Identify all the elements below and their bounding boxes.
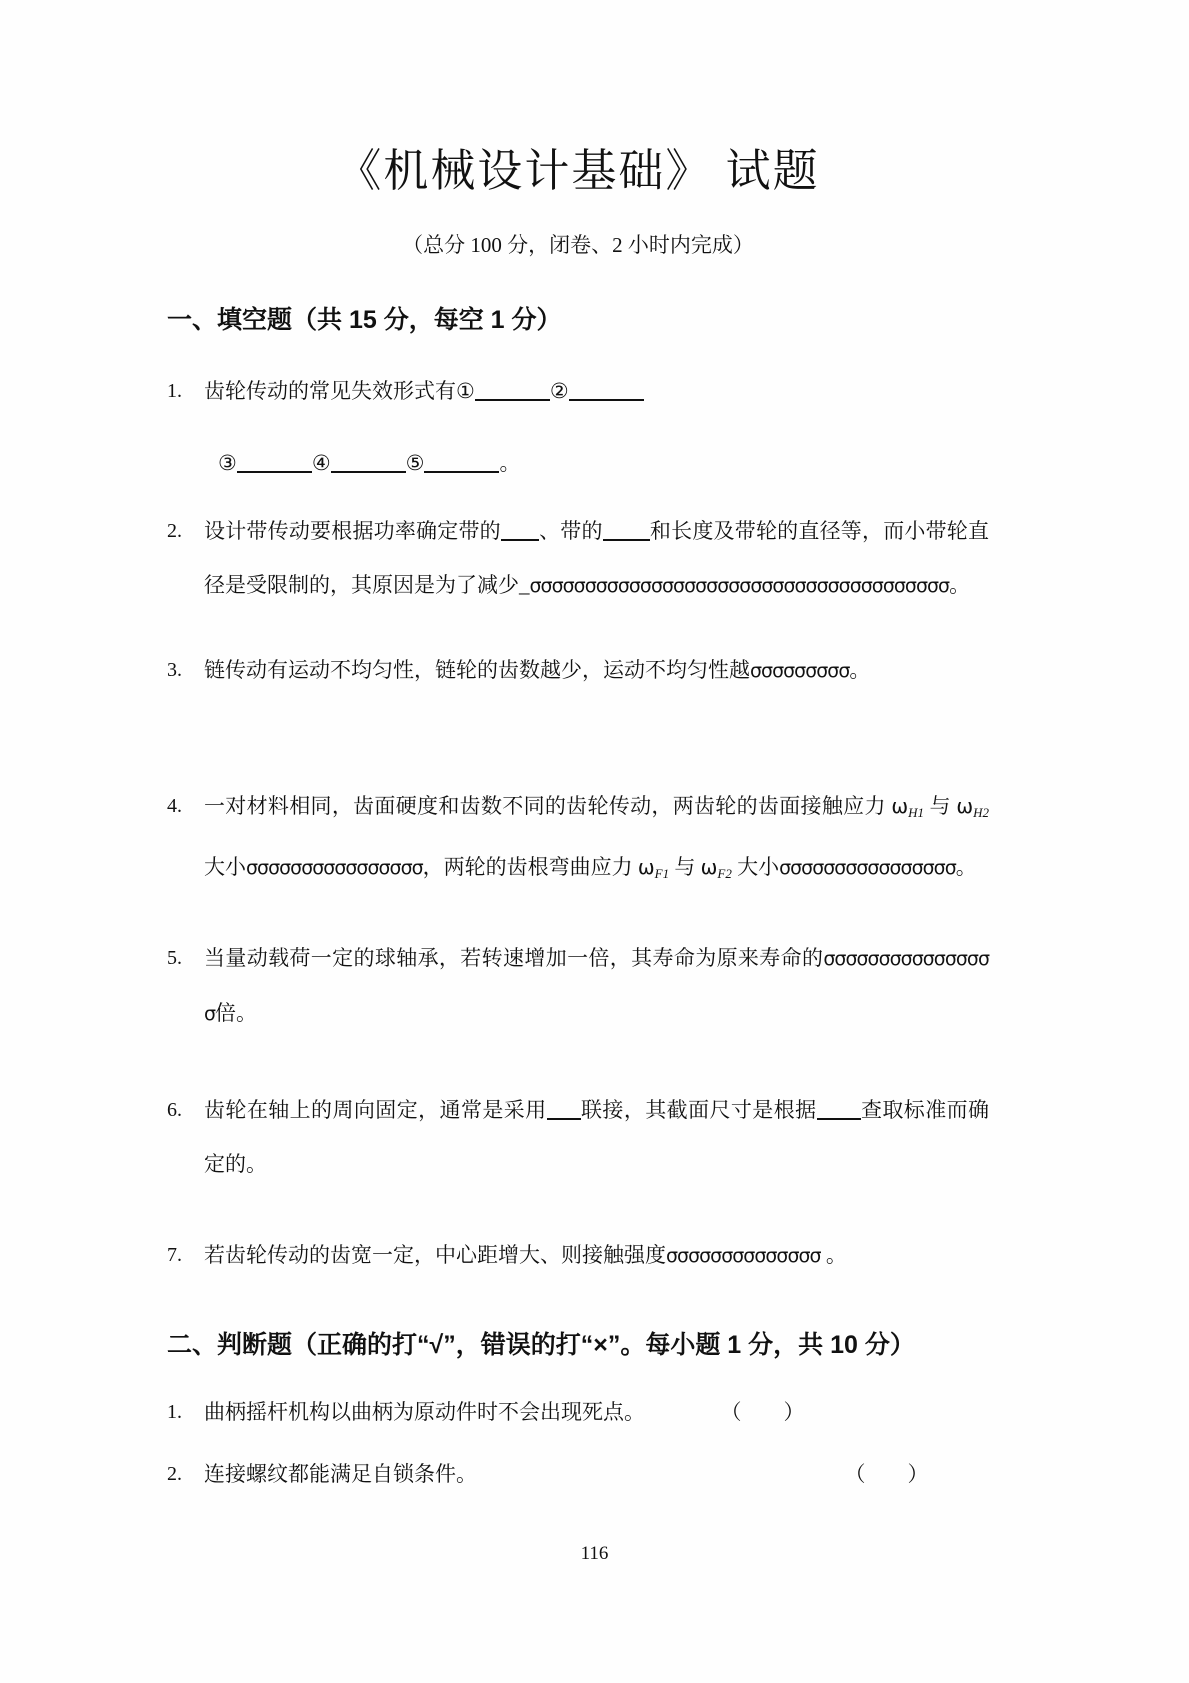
scribbled-answer-placeholder: σσσσσσσσσ <box>750 660 850 682</box>
question-text <box>204 643 989 698</box>
question-text-segment: 大小 <box>204 855 246 879</box>
judge-question-2 <box>167 1453 989 1495</box>
question-end-punctuation: 。 <box>820 1243 847 1267</box>
question-text-segment: 、带的 <box>538 519 603 543</box>
answer-blank <box>331 453 406 473</box>
question-number: 2. <box>167 1463 182 1485</box>
answer-blank <box>501 521 539 541</box>
stress-subscript: H1 <box>908 805 924 820</box>
question-number: 3. <box>167 659 182 681</box>
answer-parentheses: （ ） <box>731 1400 805 1424</box>
question-end-punctuation: 。 <box>499 451 521 475</box>
page-content <box>0 142 1189 1495</box>
question-end-punctuation: 。 <box>949 573 971 597</box>
question-text <box>204 1453 989 1495</box>
question-text <box>204 1228 989 1283</box>
question-text <box>204 436 989 490</box>
answer-blank <box>475 381 550 401</box>
fill-question-1 <box>167 364 989 418</box>
question-text-segment: 联接，其截面尺寸是根据 <box>580 1098 817 1122</box>
question-number: 1. <box>167 380 182 402</box>
answer-blank <box>569 381 644 401</box>
question-text-segment: 和长度及带轮的直径等，而小带轮直径是受限制的，其原因是为了减少_ <box>204 519 990 597</box>
question-text-segment: 与 <box>923 794 957 818</box>
question-number: 6. <box>167 1099 182 1121</box>
fill-question-4 <box>167 779 989 901</box>
answer-parentheses: （ ） <box>855 1462 929 1486</box>
contact-stress-symbol: ω <box>956 794 974 818</box>
circled-number-5: ⑤ <box>405 451 425 475</box>
question-end-punctuation: 。 <box>849 658 871 682</box>
scribbled-answer-placeholder: σσσσσσσσσσσσσσσσ <box>779 857 956 879</box>
question-text-segment: 齿轮传动的常见失效形式有 <box>204 379 456 403</box>
question-text-segment: 连接螺纹都能满足自锁条件。 <box>204 1462 477 1486</box>
contact-stress-symbol: ω <box>891 794 909 818</box>
bending-stress-symbol: ω <box>637 855 655 879</box>
question-text-segment: 一对材料相同，齿面硬度和齿数不同的齿轮传动，两齿轮的齿面接触应力 <box>204 794 892 818</box>
question-text-segment: 大小 <box>731 855 780 879</box>
question-text-segment: 倍。 <box>215 1001 258 1025</box>
question-text <box>204 1391 989 1433</box>
fill-question-7 <box>167 1228 989 1283</box>
scribbled-answer-placeholder: σσσσσσσσσσσσσσσσσσσσσσσσσσσσσσσσσσσσσσ <box>529 575 950 597</box>
circled-number-4: ④ <box>311 451 331 475</box>
answer-blank <box>603 521 650 541</box>
page-number: 116 <box>580 1543 609 1564</box>
answer-blank <box>424 453 499 473</box>
question-text <box>204 779 989 901</box>
section-heading-fill-in: 一、填空题（共 15 分，每空 1 分） <box>167 306 562 334</box>
circled-number-2: ② <box>549 379 569 403</box>
bending-stress-symbol: ω <box>700 855 718 879</box>
scribbled-answer-placeholder: σσσσσσσσσσσσσσσσ <box>246 857 423 879</box>
question-text-segment: 设计带传动要根据功率确定带的 <box>204 519 501 543</box>
answer-blank <box>547 1100 581 1120</box>
exam-title: 《机械设计基础》 试题 <box>336 146 820 196</box>
fill-question-1-line-2 <box>167 436 989 490</box>
circled-number-1: ① <box>456 379 475 403</box>
question-text-segment: 与 <box>669 855 701 879</box>
question-text-segment: ，两轮的齿根弯曲应力 <box>422 855 638 879</box>
fill-question-5 <box>167 931 989 1041</box>
judge-question-1 <box>167 1391 989 1433</box>
stress-subscript: H2 <box>973 805 990 820</box>
question-text <box>204 364 989 418</box>
stress-subscript: F1 <box>654 866 670 881</box>
question-text-segment: 若齿轮传动的齿宽一定，中心距增大、则接触强度 <box>204 1243 666 1267</box>
question-number: 1. <box>167 1401 182 1423</box>
question-text-segment: 齿轮在轴上的周向固定，通常是采用 <box>204 1098 547 1122</box>
question-text-segment: 链传动有运动不均匀性，链轮的齿数越少，运动不均匀性越 <box>204 658 750 682</box>
question-text <box>204 504 989 613</box>
question-number: 2. <box>167 520 182 542</box>
question-text-segment: 查取标准而确定的。 <box>204 1098 990 1176</box>
scribbled-answer-placeholder: σσσσσσσσσσσσσσσσ <box>204 948 989 1025</box>
fill-question-6 <box>167 1083 989 1191</box>
question-text <box>204 1083 989 1191</box>
question-number: 4. <box>167 795 182 817</box>
answer-blank <box>817 1100 861 1120</box>
question-text <box>204 931 989 1041</box>
question-text-segment: 曲柄摇杆机构以曲柄为原动件时不会出现死点。 <box>204 1400 645 1424</box>
fill-question-3 <box>167 643 989 698</box>
stress-subscript: F2 <box>717 866 732 881</box>
scribbled-answer-placeholder: σσσσσσσσσσσσσσ <box>666 1245 821 1267</box>
exam-subtitle: （总分 100 分，闭卷、2 小时内完成） <box>402 233 754 257</box>
question-text-segment: 当量动载荷一定的球轴承，若转速增加一倍，其寿命为原来寿命的 <box>204 946 824 970</box>
question-number: 7. <box>167 1244 182 1266</box>
circled-number-3: ③ <box>218 451 237 475</box>
fill-question-2 <box>167 504 989 613</box>
question-end-punctuation: 。 <box>955 855 977 879</box>
section-heading-true-false: 二、判断题（正确的打“√”，错误的打“×”。每小题 1 分，共 10 分） <box>167 1331 915 1359</box>
answer-blank <box>237 453 312 473</box>
question-number: 5. <box>167 947 182 969</box>
